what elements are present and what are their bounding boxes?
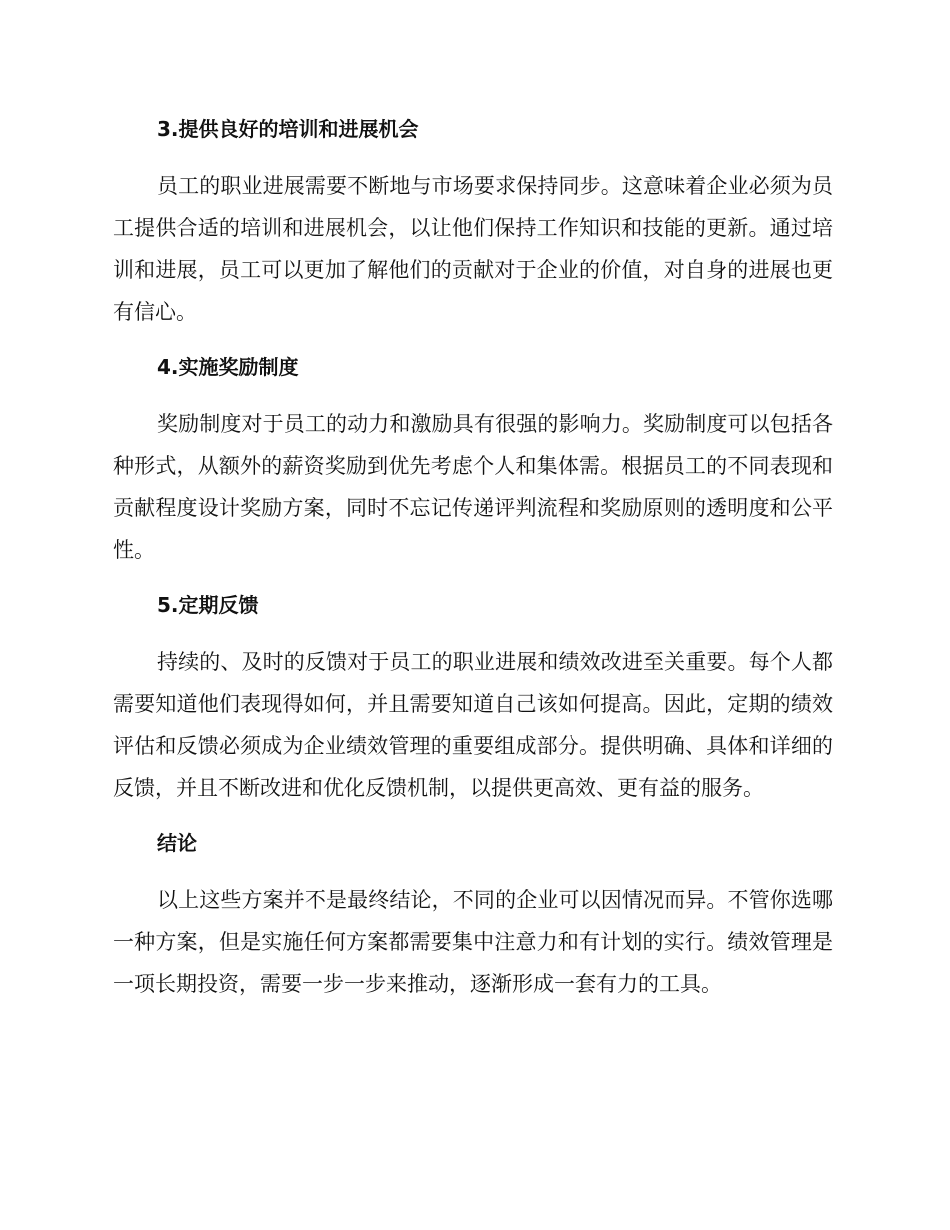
section-heading-feedback: 5.定期反馈	[157, 593, 259, 617]
section-paragraph-rewards: 奖励制度对于员工的动力和激励具有很强的影响力。奖励制度可以包括各种形式，从额外的薪资奖励到优先考虑个人和集体需。根据员工的不同表现和贡献程度设计奖励方案，同时不忘记传递评判流程和奖励原则的透明度和公平性。	[113, 412, 833, 562]
document-body	[113, 109, 833, 1019]
section-paragraph-conclusion: 以上这些方案并不是最终结论，不同的企业可以因情况而异。不管你选哪一种方案，但是实施任何方案都需要集中注意力和有计划的实行。绩效管理是一项长期投资，需要一步一步来推动，逐渐形成一套有力的工具。	[113, 888, 833, 996]
section-heading-conclusion: 结论	[157, 831, 197, 855]
section-paragraph-feedback: 持续的、及时的反馈对于员工的职业进展和绩效改进至关重要。每个人都需要知道他们表现得如何，并且需要知道自己该如何提高。因此，定期的绩效评估和反馈必须成为企业绩效管理的重要组成部分。提供明确、具体和详细的反馈，并且不断改进和优化反馈机制，以提供更高效、更有益的服务。	[113, 650, 833, 800]
section-paragraph-training: 员工的职业进展需要不断地与市场要求保持同步。这意味着企业必须为员工提供合适的培训和进展机会，以让他们保持工作知识和技能的更新。通过培训和进展，员工可以更加了解他们的贡献对于企业的价值，对自身的进展也更有信心。	[113, 174, 833, 324]
section-heading-rewards: 4.实施奖励制度	[157, 355, 299, 379]
section-heading-training: 3.提供良好的培训和进展机会	[157, 117, 419, 141]
